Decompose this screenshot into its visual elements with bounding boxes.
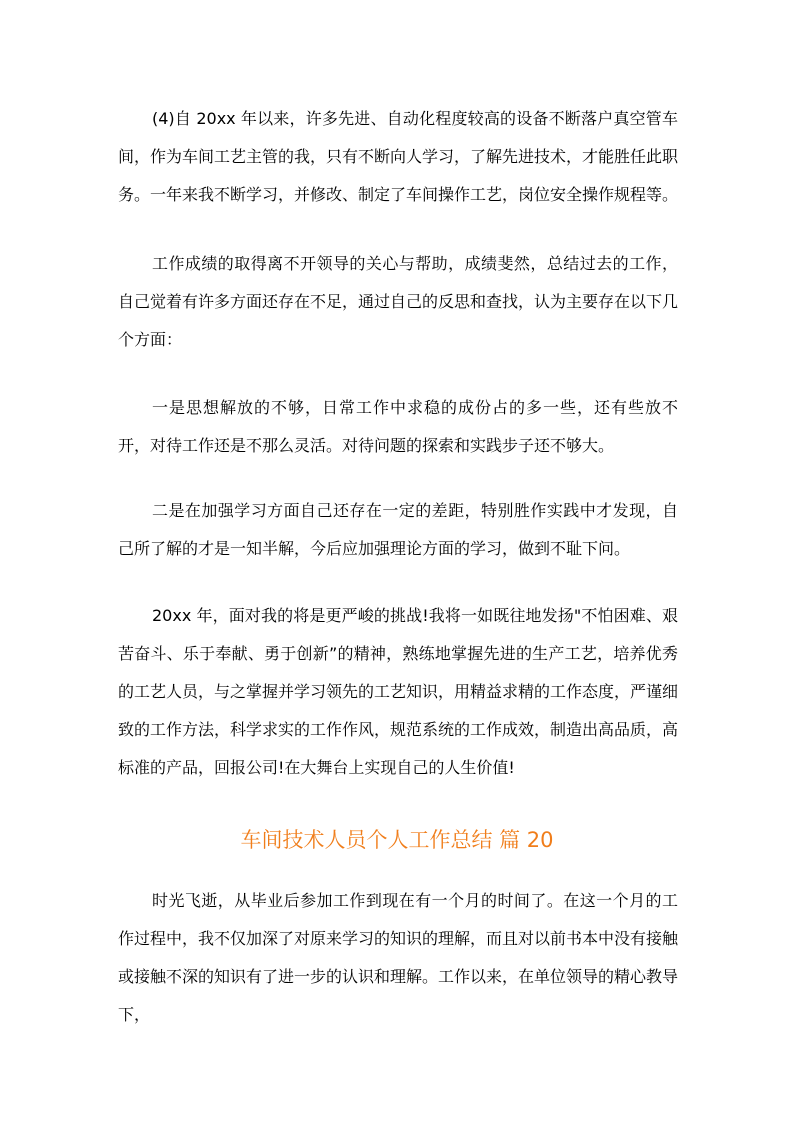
paragraph-shortcoming-two: 二是在加强学习方面自己还存在一定的差距，特别胜作实践中才发现，自己所了解的才是一知半解，今后应加强理论方面的学习，做到不耻下问。 bbox=[118, 501, 678, 558]
paragraph-future-plan: 20xx 年，面对我的将是更严峻的挑战!我将一如既往地发扬"不怕困难、艰苦奋斗、乐于奉献、勇于创新”的精神，熟练地掌握先进的生产工艺，培养优秀的工艺人员，与之掌握并学习领先的工艺知识，用精益求精的工作态度，严谨细致的工作方法，科学求实的工作作风，规范系统的工作成效，制造出高品质，高标准的产品，回报公司!在大舞台上实现自己的人生价值! bbox=[118, 606, 679, 777]
paragraph-shortcoming-one: 一是思想解放的不够，日常工作中求稳的成份占的多一些，还有些放不开，对待工作还是不那么灵活。对待问题的探索和实践步子还不够大。 bbox=[118, 398, 678, 455]
paragraph-process-supervisor: (4)自 20xx 年以来，许多先进、自动化程度较高的设备不断落户真空管车间，作为车间工艺主管的我，只有不断向人学习，了解先进技术，才能胜任此职务。一年来我不断学习，并修改、制定了车间操作工艺，岗位安全操作规程等。 bbox=[118, 109, 679, 204]
paragraph-time-flies: 时光飞逝，从毕业后参加工作到现在有一个月的时间了。在这一个月的工作过程中，我不仅加深了对原来学习的知识的理解，而且对以前书本中没有接触或接触不深的知识有了进一步的认识和理解。工作以来，在单位领导的精心教导下， bbox=[118, 891, 679, 1024]
paragraph-achievements-shortcomings: 工作成绩的取得离不开领导的关心与帮助，成绩斐然，总结过去的工作，自己觉着有许多方面还存在不足，通过自己的反思和查找，认为主要存在以下几个方面： bbox=[118, 254, 679, 349]
section-title: 车间技术人员个人工作总结 篇 20 bbox=[240, 828, 554, 852]
